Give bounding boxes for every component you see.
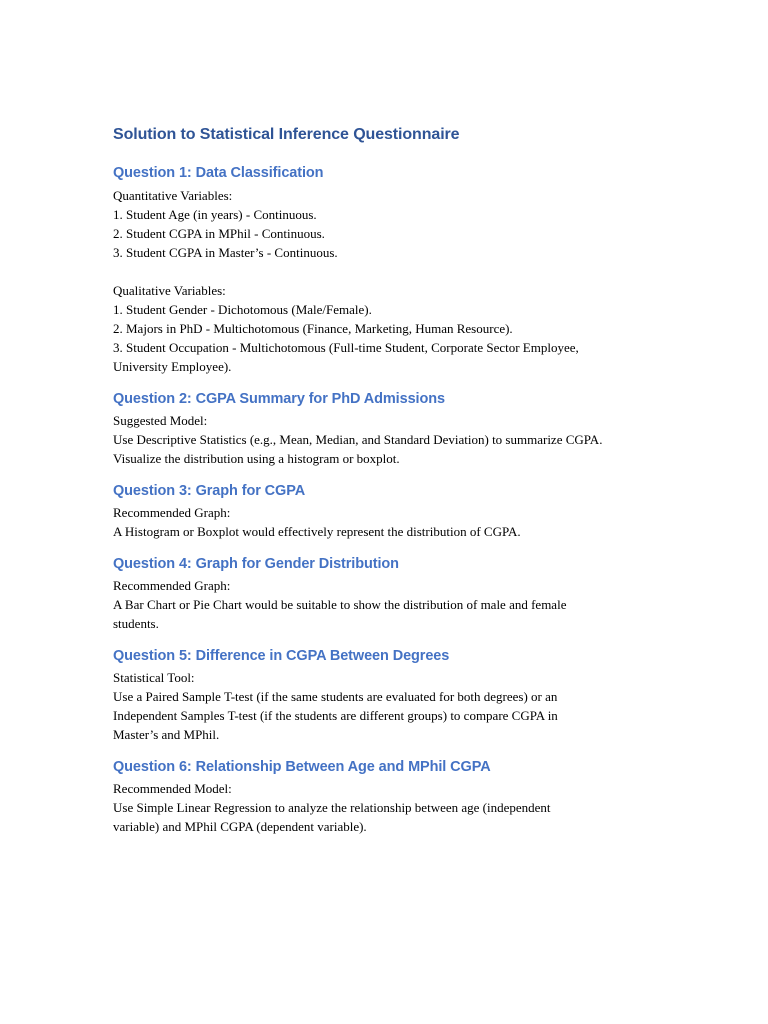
section-heading: Question 3: Graph for CGPA [113, 483, 306, 499]
section-heading: Question 6: Relationship Between Age and MPhil CGPA [113, 759, 491, 775]
document-title: Solution to Statistical Inference Questionnaire [113, 126, 460, 143]
section-body [113, 411, 673, 468]
section-body [113, 668, 673, 744]
list-item: 3. Student Occupation - Multichotomous (Full-time Student, Corporate Sector Employee, [113, 340, 579, 355]
body-line: Recommended Graph: [113, 505, 231, 520]
body-line: Suggested Model: [113, 413, 208, 428]
section-heading: Question 4: Graph for Gender Distribution [113, 556, 399, 572]
blank-line [113, 262, 673, 281]
list-item-continued: University Employee). [113, 359, 232, 374]
list-item: 2. Student CGPA in MPhil - Continuous. [113, 226, 325, 241]
document-page [113, 124, 673, 836]
body-line: variable) and MPhil CGPA (dependent variable). [113, 819, 367, 834]
body-line: A Bar Chart or Pie Chart would be suitable to show the distribution of male and female [113, 597, 567, 612]
body-line: students. [113, 616, 159, 631]
section-question-3 [113, 481, 673, 541]
body-line: Recommended Model: [113, 781, 232, 796]
section-body [113, 186, 673, 376]
section-heading: Question 5: Difference in CGPA Between Degrees [113, 648, 450, 664]
section-question-1 [113, 163, 673, 376]
body-line: Recommended Graph: [113, 578, 231, 593]
quantitative-label: Quantitative Variables: [113, 188, 233, 203]
section-question-2 [113, 389, 673, 468]
list-item: 1. Student Gender - Dichotomous (Male/Female). [113, 302, 372, 317]
section-question-6 [113, 757, 673, 836]
section-body [113, 503, 673, 541]
list-item: 3. Student CGPA in Master’s - Continuous. [113, 245, 338, 260]
section-question-5 [113, 646, 673, 744]
body-line: Use Descriptive Statistics (e.g., Mean, Median, and Standard Deviation) to summarize CGPA. [113, 432, 603, 447]
body-line: Use Simple Linear Regression to analyze the relationship between age (independent [113, 800, 551, 815]
section-body [113, 576, 673, 633]
section-heading: Question 2: CGPA Summary for PhD Admissions [113, 391, 445, 407]
list-item: 2. Majors in PhD - Multichotomous (Finance, Marketing, Human Resource). [113, 321, 513, 336]
section-heading: Question 1: Data Classification [113, 165, 324, 181]
body-line: Statistical Tool: [113, 670, 195, 685]
body-line: Master’s and MPhil. [113, 727, 220, 742]
body-line: A Histogram or Boxplot would effectively represent the distribution of CGPA. [113, 524, 521, 539]
section-body [113, 779, 673, 836]
list-item: 1. Student Age (in years) - Continuous. [113, 207, 317, 222]
qualitative-label: Qualitative Variables: [113, 283, 226, 298]
section-question-4 [113, 554, 673, 633]
body-line: Use a Paired Sample T-test (if the same students are evaluated for both degrees) or an [113, 689, 558, 704]
body-line: Independent Samples T-test (if the students are different groups) to compare CGPA in [113, 708, 558, 723]
body-line: Visualize the distribution using a histogram or boxplot. [113, 451, 400, 466]
